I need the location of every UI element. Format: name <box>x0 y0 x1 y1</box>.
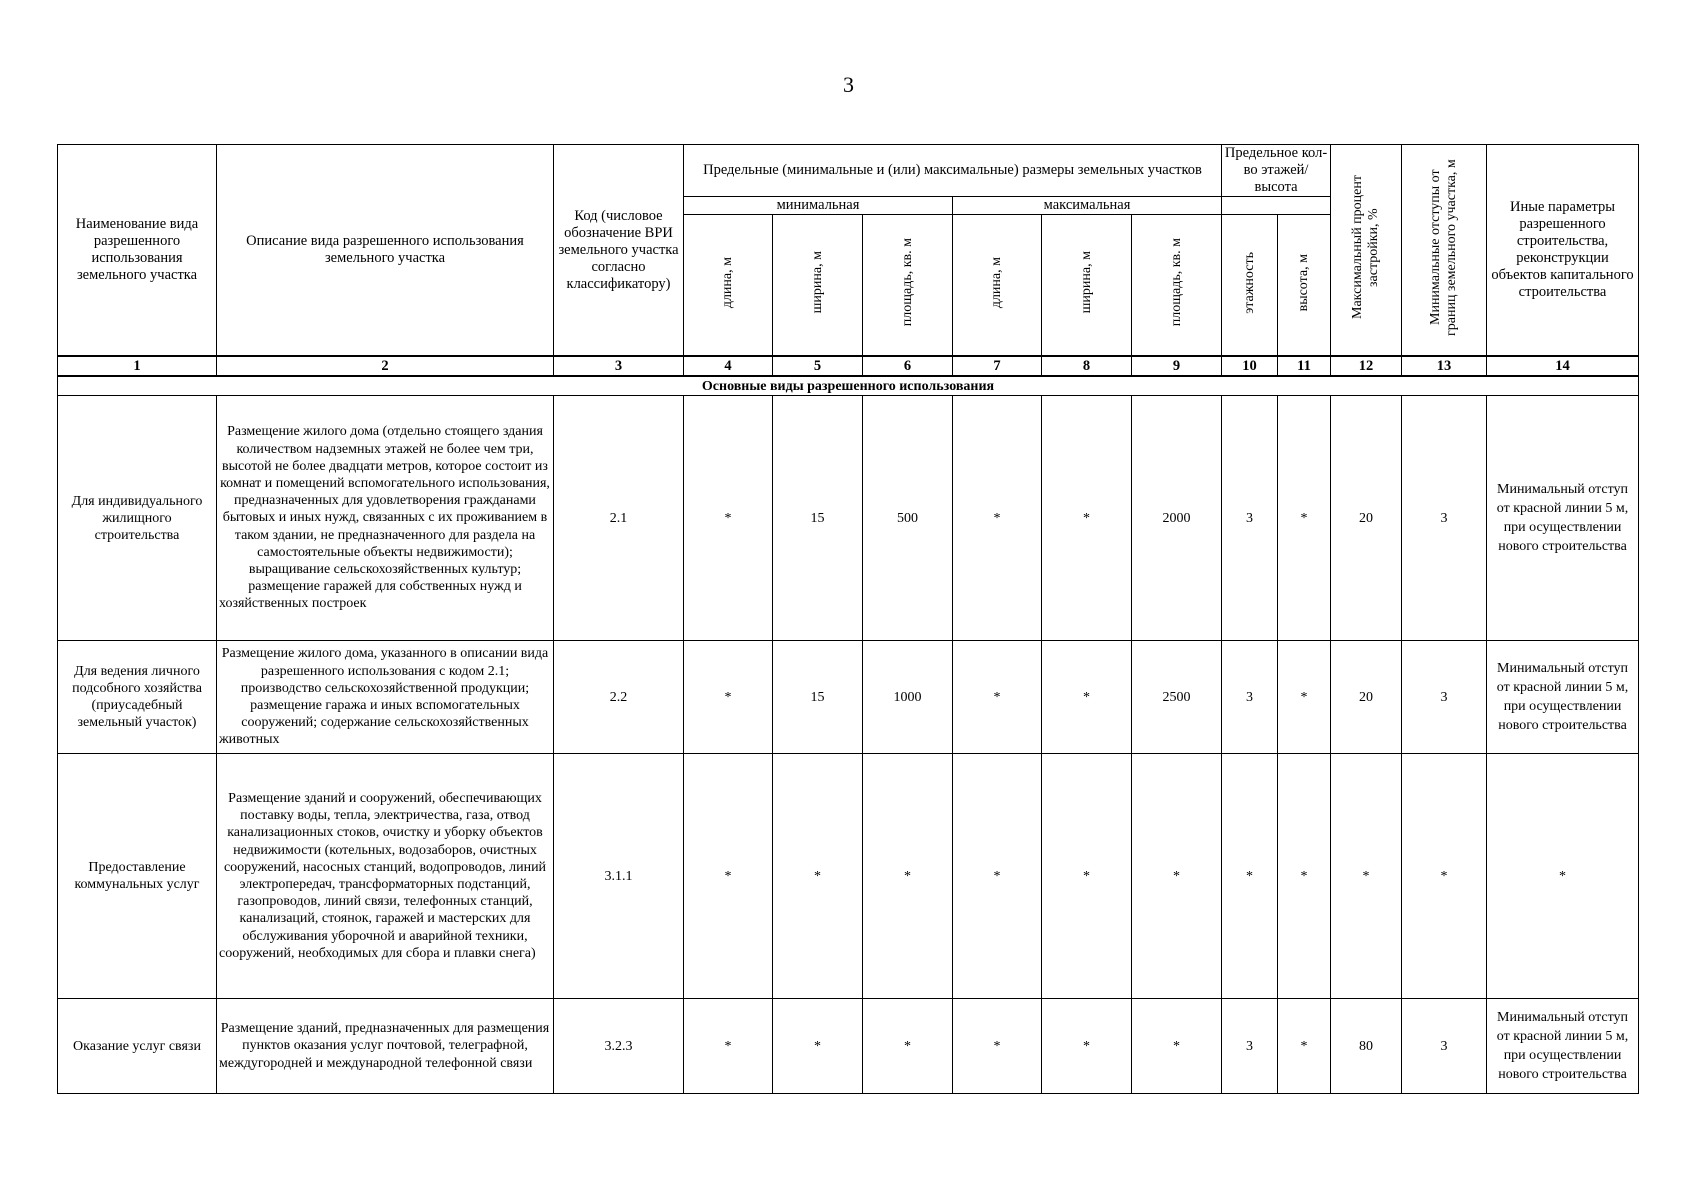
row-offset: 3 <box>1402 396 1487 641</box>
row-max-length: * <box>953 641 1042 754</box>
header-min-length <box>684 215 773 357</box>
header-min-offsets <box>1402 145 1487 357</box>
column-number: 8 <box>1042 356 1132 376</box>
row-height: * <box>1278 754 1331 999</box>
row-min-area: 500 <box>863 396 953 641</box>
header-minimal: минимальная <box>684 197 953 215</box>
header-min-width-text: ширина, м <box>809 251 825 314</box>
row-max-area: 2500 <box>1132 641 1222 754</box>
page-number: 3 <box>843 72 854 97</box>
header-floors <box>1222 215 1278 357</box>
row-max-length: * <box>953 396 1042 641</box>
row-code: 3.1.1 <box>554 754 684 999</box>
header-code: Код (числовое обозначение ВРИ земельного участка согласно классификатору) <box>554 145 684 357</box>
row-max-width: * <box>1042 754 1132 999</box>
section-title: Основные виды разрешенного использования <box>58 376 1639 396</box>
column-number: 5 <box>773 356 863 376</box>
land-use-table <box>57 144 1639 1094</box>
row-max-length: * <box>953 999 1042 1094</box>
column-number: 7 <box>953 356 1042 376</box>
row-offset: 3 <box>1402 999 1487 1094</box>
row-name: Предоставление коммунальных услуг <box>58 754 217 999</box>
row-description: Размещение зданий, предназначенных для размещения пунктов оказания услуг почтовой, телеграфной, междугородней и международной телефонной связи <box>217 999 554 1094</box>
row-min-length: * <box>684 396 773 641</box>
header-min-width <box>773 215 863 357</box>
column-number: 2 <box>217 356 554 376</box>
row-floors: * <box>1222 754 1278 999</box>
row-floors: 3 <box>1222 396 1278 641</box>
row-name: Оказание услуг связи <box>58 999 217 1094</box>
table-row <box>58 641 1639 754</box>
row-min-width: 15 <box>773 641 863 754</box>
row-offset: * <box>1402 754 1487 999</box>
row-min-width: * <box>773 754 863 999</box>
header-height <box>1278 215 1331 357</box>
header-max-percent-text: Максимальный процент застройки, % <box>1350 175 1382 320</box>
table-row <box>58 754 1639 999</box>
header-max-length-text: длина, м <box>989 256 1004 309</box>
row-max-area: * <box>1132 754 1222 999</box>
row-min-area: * <box>863 999 953 1094</box>
row-min-width: 15 <box>773 396 863 641</box>
row-percent: 20 <box>1331 641 1402 754</box>
column-numbers-row <box>58 356 1639 376</box>
header-other-params: Иные параметры разрешенного строительства, реконструкции объектов капитального строительства <box>1487 145 1639 357</box>
header-min-area-text: площадь, кв. м <box>899 238 915 327</box>
row-min-length: * <box>684 754 773 999</box>
row-max-area: 2000 <box>1132 396 1222 641</box>
header-size-limits: Предельные (минимальные и (или) максимальные) размеры земельных участков <box>684 145 1222 197</box>
row-name: Для ведения личного подсобного хозяйства (приусадебный земельный участок) <box>58 641 217 754</box>
row-floors: 3 <box>1222 999 1278 1094</box>
row-max-area: * <box>1132 999 1222 1094</box>
row-max-width: * <box>1042 396 1132 641</box>
row-max-width: * <box>1042 641 1132 754</box>
header-height-text: высота, м <box>1296 253 1312 312</box>
row-other-params: Минимальный отступ от красной линии 5 м, при осуществлении нового строительства <box>1487 999 1639 1094</box>
row-min-length: * <box>684 999 773 1094</box>
header-name: Наименование вида разрешенного использования земельного участка <box>58 145 217 357</box>
row-height: * <box>1278 396 1331 641</box>
column-number: 4 <box>684 356 773 376</box>
row-max-width: * <box>1042 999 1132 1094</box>
column-number: 14 <box>1487 356 1639 376</box>
table-row <box>58 999 1639 1094</box>
header-max-percent <box>1331 145 1402 357</box>
column-number: 9 <box>1132 356 1222 376</box>
row-code: 2.1 <box>554 396 684 641</box>
row-percent: * <box>1331 754 1402 999</box>
row-other-params: * <box>1487 754 1639 999</box>
column-number: 6 <box>863 356 953 376</box>
table-row <box>58 396 1639 641</box>
row-code: 3.2.3 <box>554 999 684 1094</box>
header-max-area-text: площадь, кв. м <box>1168 238 1184 327</box>
row-min-area: * <box>863 754 953 999</box>
column-number: 13 <box>1402 356 1487 376</box>
row-max-length: * <box>953 754 1042 999</box>
header-max-length <box>953 215 1042 357</box>
column-number: 10 <box>1222 356 1278 376</box>
row-description: Размещение жилого дома (отдельно стоящего здания количеством надземных этажей не более чем три, высотой не более двадцати метров, которое состоит из комнат и помещений вспомогательного использования, предназначенных для удовлетворения гражданами бытовых и иных нужд, связанных с их проживанием в таком здании, не предназначенного для раздела на самостоятельные объекты недвижимости); выращивание сельскохозяйственных культур; размещение гаражей для собственных нужд и хозяйственных построек <box>217 396 554 641</box>
row-other-params: Минимальный отступ от красной линии 5 м, при осуществлении нового строительства <box>1487 641 1639 754</box>
row-name: Для индивидуального жилищного строительства <box>58 396 217 641</box>
row-percent: 80 <box>1331 999 1402 1094</box>
row-min-length: * <box>684 641 773 754</box>
header-maximal: максимальная <box>953 197 1222 215</box>
column-number: 1 <box>58 356 217 376</box>
row-percent: 20 <box>1331 396 1402 641</box>
row-description: Размещение зданий и сооружений, обеспечивающих поставку воды, тепла, электричества, газа, отвод канализационных стоков, очистку и уборку объектов недвижимости (котельных, водозаборов, очистных сооружений, насосных станций, водопроводов, линий электропередач, трансформаторных подстанций, газопроводов, линий связи, телефонных станций, канализаций, стоянок, гаражей и мастерских для обслуживания уборочной и аварийной техники, сооружений, необходимых для сбора и плавки снега) <box>217 754 554 999</box>
header-max-width <box>1042 215 1132 357</box>
column-number: 3 <box>554 356 684 376</box>
row-min-area: 1000 <box>863 641 953 754</box>
row-code: 2.2 <box>554 641 684 754</box>
header-min-offsets-text: Минимальные отступы от границ земельного участка, м <box>1428 159 1460 336</box>
row-height: * <box>1278 999 1331 1094</box>
header-floor-spacer <box>1222 197 1331 215</box>
header-min-length-text: длина, м <box>720 256 735 309</box>
header-floors-text: этажность <box>1241 251 1257 314</box>
row-floors: 3 <box>1222 641 1278 754</box>
row-other-params: Минимальный отступ от красной линии 5 м, при осуществлении нового строительства <box>1487 396 1639 641</box>
column-number: 11 <box>1278 356 1331 376</box>
row-description: Размещение жилого дома, указанного в описании вида разрешенного использования с кодом 2.1; производство сельскохозяйственной продукции; размещение гаража и иных вспомогательных сооружений; содержание сельскохозяйственных животных <box>217 641 554 754</box>
header-description: Описание вида разрешенного использования земельного участка <box>217 145 554 357</box>
header-max-width-text: ширина, м <box>1078 251 1094 314</box>
row-min-width: * <box>773 999 863 1094</box>
row-offset: 3 <box>1402 641 1487 754</box>
column-number: 12 <box>1331 356 1402 376</box>
row-height: * <box>1278 641 1331 754</box>
header-min-area <box>863 215 953 357</box>
header-floor-limits: Предельное кол-во этажей/высота <box>1222 145 1331 197</box>
header-max-area <box>1132 215 1222 357</box>
